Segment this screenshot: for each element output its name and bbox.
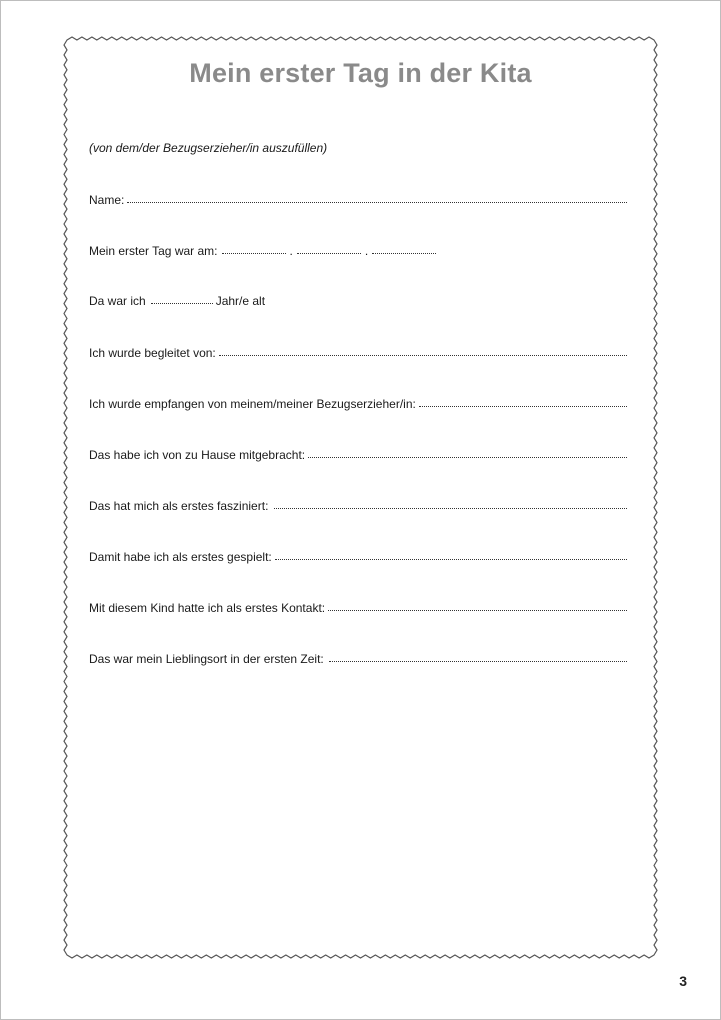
first-day-label: Mein erster Tag war am: — [89, 244, 218, 258]
fascinated-field[interactable] — [89, 498, 627, 516]
age-field[interactable] — [89, 293, 265, 311]
brought-field[interactable] — [89, 447, 627, 465]
name-label: Name: — [89, 193, 125, 207]
date-separator-2: . — [364, 244, 369, 258]
fascinated-label: Das hat mich als erstes fasziniert: — [89, 499, 269, 513]
form-instructions: (von dem/der Bezugserzieher/in auszufüllen) — [89, 141, 328, 155]
brought-label: Das habe ich von zu Hause mitgebracht: — [89, 448, 306, 462]
accompanied-field[interactable] — [89, 345, 627, 363]
day-fill-line[interactable] — [222, 242, 286, 254]
favorite-place-label: Das war mein Lieblingsort in der ersten Zeit: — [89, 652, 324, 666]
fascinated-fill-line[interactable] — [274, 497, 627, 509]
played-fill-line[interactable] — [275, 548, 627, 560]
date-separator-1: . — [289, 244, 293, 258]
received-fill-line[interactable] — [419, 395, 627, 407]
contact-field[interactable] — [89, 600, 627, 618]
contact-fill-line[interactable] — [328, 599, 627, 611]
favorite-place-fill-line[interactable] — [329, 650, 627, 662]
name-fill-line[interactable] — [127, 191, 627, 203]
age-fill-line[interactable] — [151, 292, 213, 304]
accompanied-fill-line[interactable] — [219, 344, 627, 356]
played-label: Damit habe ich als erstes gespielt: — [89, 550, 272, 564]
favorite-place-field[interactable] — [89, 651, 627, 669]
accompanied-label: Ich wurde begleitet von: — [89, 346, 216, 360]
year-fill-line[interactable] — [372, 242, 436, 254]
received-field[interactable] — [89, 396, 627, 414]
received-label: Ich wurde empfangen von meinem/meiner Bezugserzieher/in: — [89, 397, 416, 411]
page-title: Mein erster Tag in der Kita — [189, 58, 532, 88]
first-day-field[interactable] — [89, 243, 436, 261]
month-fill-line[interactable] — [297, 242, 361, 254]
played-field[interactable] — [89, 549, 627, 567]
name-field[interactable] — [89, 192, 627, 210]
page-number: 3 — [679, 973, 687, 989]
age-prefix-label: Da war ich — [89, 294, 146, 308]
brought-fill-line[interactable] — [308, 446, 627, 458]
age-suffix-label: Jahr/e alt — [215, 294, 266, 308]
contact-label: Mit diesem Kind hatte ich als erstes Kontakt: — [89, 601, 326, 615]
